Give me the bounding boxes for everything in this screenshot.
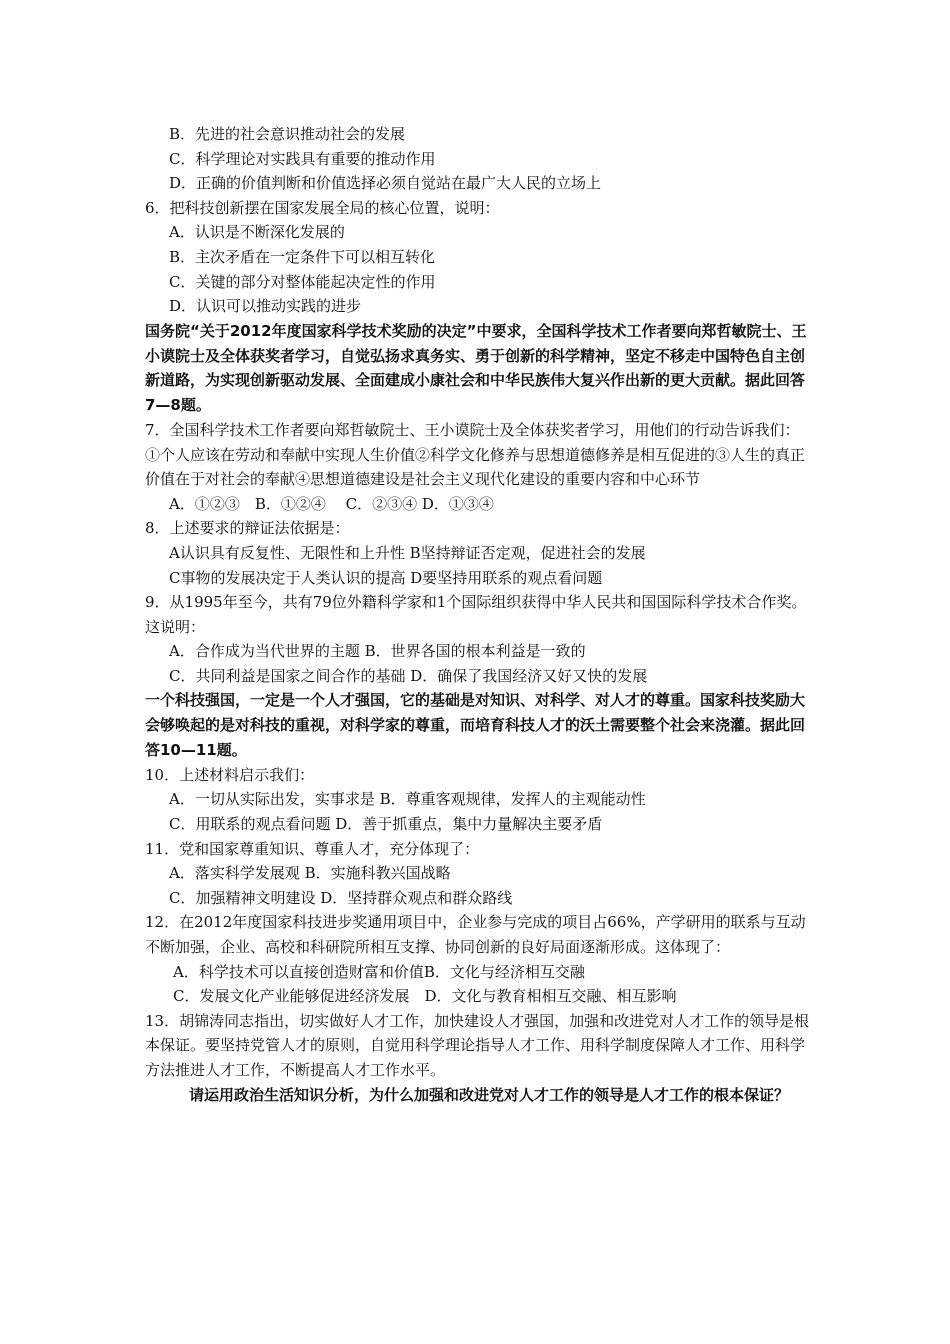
q5-option-b: B．先进的社会意识推动社会的发展 bbox=[169, 125, 406, 143]
q5-option-d: D．正确的价值判断和价值选择必须自觉站在最广大人民的立场上 bbox=[169, 174, 602, 193]
q7-options: A．①②③ B．①②④ C．②③④ D．①③④ bbox=[169, 494, 494, 513]
q8-stem: 8．上述要求的辩证法依据是： bbox=[145, 519, 350, 538]
q9-options-cd: C．共同利益是国家之间合作的基础 D．确保了我国经济又好又快的发展 bbox=[169, 666, 648, 685]
q10-options-ab: A．一切从实际出发，实事求是 B．尊重客观规律，发挥人的主观能动性 bbox=[169, 790, 646, 809]
q11-options-cd: C．加强精神文明建设 D．坚持群众观点和群众路线 bbox=[169, 888, 513, 907]
exam-page bbox=[145, 122, 815, 1107]
q7-stem: 7．全国科学技术工作者要向郑哲敏院士、王小谟院士及全体获奖者学习，用他们的行动告诉我们： bbox=[145, 420, 800, 439]
q6-stem: 6．把科技创新摆在国家发展全局的核心位置，说明： bbox=[145, 198, 500, 217]
q8-options-ab: A认识具有反复性、无限性和上升性 B坚持辩证否定观，促进社会的发展 bbox=[169, 543, 646, 562]
q9-stem: 9．从1995年至今，共有79位外籍科学家和1个国际组织获得中华人民共和国国际科学技术合作奖。这说明： bbox=[145, 593, 807, 636]
q12-stem: 12．在2012年度国家科技进步奖通用项目中，企业参与完成的项目占66%，产学研用的联系与互动不断加强，企业、高校和科研院所相互支撑、协同创新的良好局面逐渐形成。这体现了： bbox=[145, 913, 806, 957]
q11-stem: 11．党和国家尊重知识、尊重人才，充分体现了： bbox=[145, 839, 480, 858]
q8-options-cd: C事物的发展决定于人类认识的提高 D要坚持用联系的观点看问题 bbox=[169, 568, 603, 587]
q13-material: 13．胡锦涛同志指出，切实做好人才工作，加快建设人才强国，加强和改进党对人才工作的领导是根本保证。要坚持党管人才的原则，自觉用科学理论指导人才工作、用科学制度保障人才工作、用科学方法推进人才工作，不断提高人才工作水平。 bbox=[145, 1011, 810, 1079]
q6-option-a: A．认识是不断深化发展的 bbox=[169, 223, 345, 242]
q13-question: 请运用政治生活知识分析，为什么加强和改进党对人才工作的领导是人才工作的根本保证？ bbox=[189, 1085, 790, 1104]
q9-options-ab: A．合作成为当代世界的主题 B．世界各国的根本利益是一致的 bbox=[169, 642, 586, 661]
q10-options-cd: C．用联系的观点看问题 D．善于抓重点，集中力量解决主要矛盾 bbox=[169, 815, 603, 834]
q12-options-ab: A．科学技术可以直接创造财富和价值B．文化与经济相互交融 bbox=[173, 962, 585, 981]
q5-option-c: C．科学理论对实践具有重要的推动作用 bbox=[169, 149, 436, 168]
q10-stem: 10．上述材料启示我们： bbox=[145, 765, 315, 784]
q11-options-ab: A．落实科学发展观 B．实施科教兴国战略 bbox=[169, 864, 451, 883]
q6-option-d: D．认识可以推动实践的进步 bbox=[169, 297, 362, 316]
material-passage-10-11: 一个科技强国，一定是一个人才强国，它的基础是对知识、对科学、对人才的尊重。国家科技奖励大会够唤起的是对科技的重视，对科学家的尊重，而培育科技人才的沃土需要整个社会来浇灌。据此回答10—11题。 bbox=[145, 691, 806, 760]
q6-option-b: B．主次矛盾在一定条件下可以相互转化 bbox=[169, 247, 436, 266]
material-passage-7-8: 国务院“关于2012年度国家科学技术奖励的决定”中要求，全国科学技术工作者要向郑哲敏院士、王小谟院士及全体获奖者学习，自觉弘扬求真务实、勇于创新的科学精神，坚定不移走中国特色自主创新道路，为实现创新驱动发展、全面建成小康社会和中华民族伟大复兴作出新的更大贡献。据此回答7—8题。 bbox=[145, 321, 807, 415]
q6-option-c: C．关键的部分对整体能起决定性的作用 bbox=[169, 272, 436, 291]
q7-statements: ①个人应该在劳动和奉献中实现人生价值②科学文化修养与思想道德修养是相互促进的③人生的真正价值在于对社会的奉献④思想道德建设是社会主义现代化建设的重要内容和中心环节 bbox=[145, 445, 806, 489]
q12-options-cd: C．发展文化产业能够促进经济发展 D．文化与教育相相互交融、相互影响 bbox=[173, 987, 677, 1006]
